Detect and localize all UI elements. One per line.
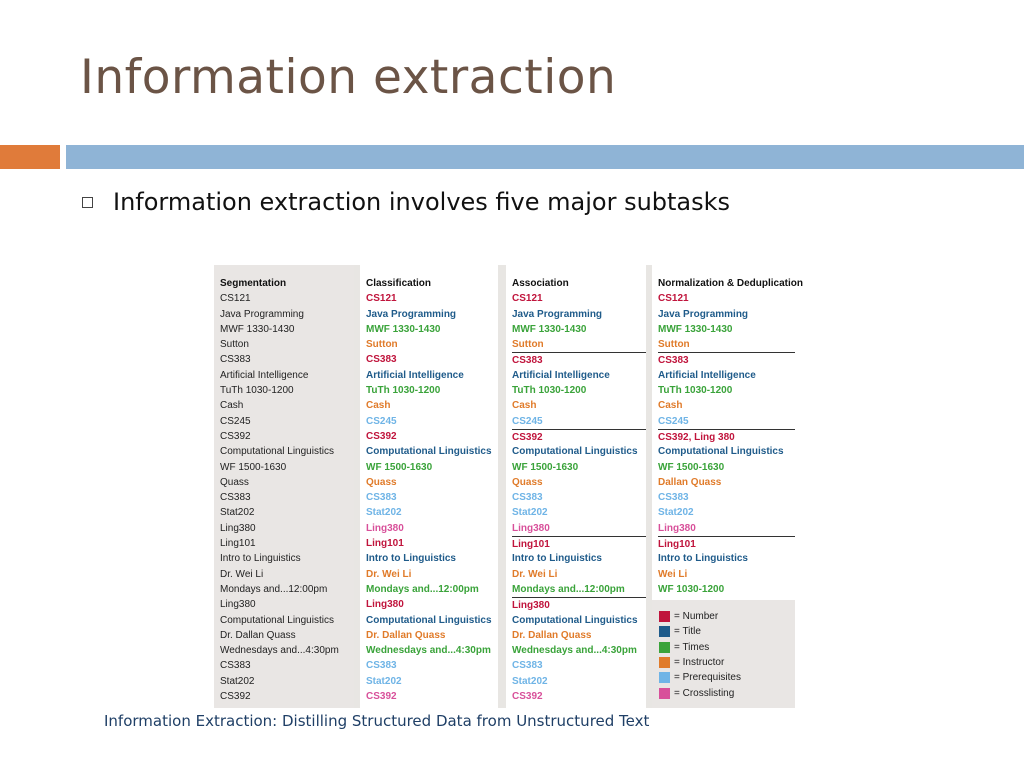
figure-cell: Ling380 <box>220 599 256 611</box>
column-segmentation <box>214 265 354 708</box>
figure-cell: Java Programming <box>658 308 749 320</box>
figure-cell: Computational Linguistics <box>220 446 334 458</box>
figure-cell: Dr. Wei Li <box>512 568 558 580</box>
figure-cell: Wei Li <box>658 568 688 580</box>
figure-cell: CS383 <box>366 660 397 672</box>
slide-title: Information extraction <box>80 50 617 105</box>
figure-cell: Quass <box>512 476 543 488</box>
legend-swatch <box>659 611 670 622</box>
column-classification <box>360 265 498 708</box>
figure-cell: TuTh 1030-1200 <box>658 385 733 397</box>
legend-label: = Times <box>674 641 710 653</box>
figure-cell: Dr. Wei Li <box>366 568 412 580</box>
column-header: Segmentation <box>220 278 287 289</box>
figure-cell: Sutton <box>512 339 544 351</box>
figure-cell: Stat202 <box>220 507 255 519</box>
figure-cell: CS383 <box>220 492 251 504</box>
figure-cell: Computational Linguistics <box>512 446 638 458</box>
figure-cell: Ling380 <box>366 522 404 534</box>
legend-item <box>659 655 795 670</box>
figure-cell: Ling101 <box>366 538 404 550</box>
figure-cell: TuTh 1030-1200 <box>366 385 441 397</box>
figure-cell: Intro to Linguistics <box>512 553 602 565</box>
figure-cell: CS383 <box>220 660 251 672</box>
figure-cell: Artificial Intelligence <box>366 369 464 381</box>
figure-cell: Cash <box>512 400 537 412</box>
figure-cell: CS383 <box>658 352 795 367</box>
figure-cell: CS245 <box>658 415 689 427</box>
figure-cell: CS121 <box>220 293 251 305</box>
figure-cell: CS383 <box>512 352 646 367</box>
figure-cell: Artificial Intelligence <box>220 369 309 381</box>
figure-cell: Computational Linguistics <box>366 614 492 626</box>
figure-cell: Sutton <box>220 339 249 351</box>
figure-cell: MWF 1330-1430 <box>658 323 733 335</box>
figure-cell: Computational Linguistics <box>220 614 334 626</box>
figure-cell: Cash <box>366 400 391 412</box>
figure-cell: CS121 <box>658 293 689 305</box>
legend-item <box>659 609 795 624</box>
legend-swatch <box>659 657 670 668</box>
figure-cell: Sutton <box>658 339 690 351</box>
figure-cell: CS392 <box>366 430 397 442</box>
figure-cell: Artificial Intelligence <box>658 369 756 381</box>
figure-cell: Stat202 <box>220 675 255 687</box>
figure-cell: WF 1500-1630 <box>658 461 725 473</box>
column-header: Normalization & Deduplication <box>658 278 804 289</box>
figure-cell: Ling380 <box>220 522 256 534</box>
figure-cell: Ling380 <box>658 522 696 534</box>
figure-cell: CS121 <box>366 293 397 305</box>
figure-cell: Cash <box>220 400 244 412</box>
figure-cell: TuTh 1030-1200 <box>220 385 294 397</box>
figure-cell: CS245 <box>366 415 397 427</box>
figure-cell: Ling101 <box>512 536 646 551</box>
column-header: Classification <box>366 278 432 289</box>
legend-swatch <box>659 626 670 637</box>
figure-cell: WF 1030-1200 <box>658 583 725 595</box>
figure-cell: WF 1500-1630 <box>220 461 287 473</box>
figure-cell: Ling380 <box>512 522 550 534</box>
figure-cell: Dr. Dallan Quass <box>512 629 592 641</box>
figure-cell: Stat202 <box>366 507 402 519</box>
figure-cell: Dr. Dallan Quass <box>220 629 296 641</box>
figure-cell: Ling101 <box>220 538 256 550</box>
legend-item <box>659 640 795 655</box>
column-header: Association <box>512 278 569 289</box>
legend-label: = Title <box>674 626 701 638</box>
figure-cell: CS245 <box>220 415 251 427</box>
figure-cell: Quass <box>366 476 397 488</box>
figure-cell: CS121 <box>512 293 543 305</box>
extraction-figure <box>214 265 804 708</box>
figure-cell: Ling380 <box>366 599 404 611</box>
legend-item <box>659 624 795 639</box>
figure-cell: Stat202 <box>512 675 548 687</box>
figure-cell: Java Programming <box>512 308 603 320</box>
figure-cell: Intro to Linguistics <box>366 553 456 565</box>
figure-cell: Dr. Dallan Quass <box>366 629 446 641</box>
figure-cell: Ling380 <box>512 597 646 612</box>
figure-cell: CS383 <box>366 354 397 366</box>
legend-swatch <box>659 672 670 683</box>
accent-bar-orange <box>0 145 60 169</box>
bullet-text: Information extraction involves five major subtasks <box>113 188 731 216</box>
figure-cell: Intro to Linguistics <box>658 553 748 565</box>
accent-bar-blue <box>66 145 1024 169</box>
figure-cell: Quass <box>220 476 249 488</box>
figure-cell: WF 1500-1630 <box>512 461 579 473</box>
figure-cell: Computational Linguistics <box>658 446 784 458</box>
legend-item <box>659 685 795 700</box>
figure-cell: CS245 <box>512 415 543 427</box>
figure-cell: TuTh 1030-1200 <box>512 385 587 397</box>
legend-swatch <box>659 688 670 699</box>
figure-cell: CS383 <box>366 492 397 504</box>
figure-cell: Mondays and...12:00pm <box>366 583 479 595</box>
figure-cell: Computational Linguistics <box>366 446 492 458</box>
figure-cell: CS383 <box>220 354 251 366</box>
figure-cell: Java Programming <box>366 308 457 320</box>
figure-cell: Stat202 <box>366 675 402 687</box>
figure-cell: CS392, Ling 380 <box>658 429 795 444</box>
figure-cell: CS383 <box>512 660 543 672</box>
figure-cell: Artificial Intelligence <box>512 369 610 381</box>
legend-item <box>659 670 795 685</box>
figure-cell: Wednesdays and...4:30pm <box>512 645 637 657</box>
figure-cell: MWF 1330-1430 <box>512 323 587 335</box>
figure-cell: MWF 1330-1430 <box>366 323 441 335</box>
figure-cell: Wednesdays and...4:30pm <box>366 645 491 657</box>
figure-cell: Java Programming <box>220 308 304 320</box>
figure-cell: CS392 <box>366 691 397 703</box>
figure-caption: Information Extraction: Distilling Structured Data from Unstructured Text <box>104 712 650 730</box>
figure-cell: CS392 <box>220 430 251 442</box>
bullet-item <box>82 188 730 216</box>
color-legend <box>652 600 795 708</box>
figure-cell: CS383 <box>512 492 543 504</box>
figure-cell: Mondays and...12:00pm <box>220 583 328 595</box>
legend-label: = Instructor <box>674 657 725 669</box>
figure-cell: MWF 1330-1430 <box>220 323 295 335</box>
figure-cell: CS392 <box>512 691 543 703</box>
legend-swatch <box>659 642 670 653</box>
square-bullet-icon <box>82 197 93 208</box>
figure-cell: WF 1500-1630 <box>366 461 433 473</box>
figure-cell: Cash <box>658 400 683 412</box>
figure-cell: Dr. Wei Li <box>220 568 264 580</box>
figure-cell: CS392 <box>220 691 251 703</box>
figure-cell: Wednesdays and...4:30pm <box>220 645 339 657</box>
figure-cell: Dallan Quass <box>658 476 722 488</box>
legend-label: = Prerequisites <box>674 672 741 684</box>
column-association <box>506 265 646 708</box>
figure-cell: Stat202 <box>658 507 694 519</box>
figure-cell: Ling101 <box>658 536 795 551</box>
figure-cell: Computational Linguistics <box>512 614 638 626</box>
legend-label: = Crosslisting <box>674 687 735 699</box>
figure-cell: CS392 <box>512 429 646 444</box>
legend-label: = Number <box>674 611 719 623</box>
figure-cell: Intro to Linguistics <box>220 553 301 565</box>
figure-cell: CS383 <box>658 492 689 504</box>
figure-cell: Sutton <box>366 339 398 351</box>
figure-cell: Mondays and...12:00pm <box>512 583 625 595</box>
figure-cell: Stat202 <box>512 507 548 519</box>
